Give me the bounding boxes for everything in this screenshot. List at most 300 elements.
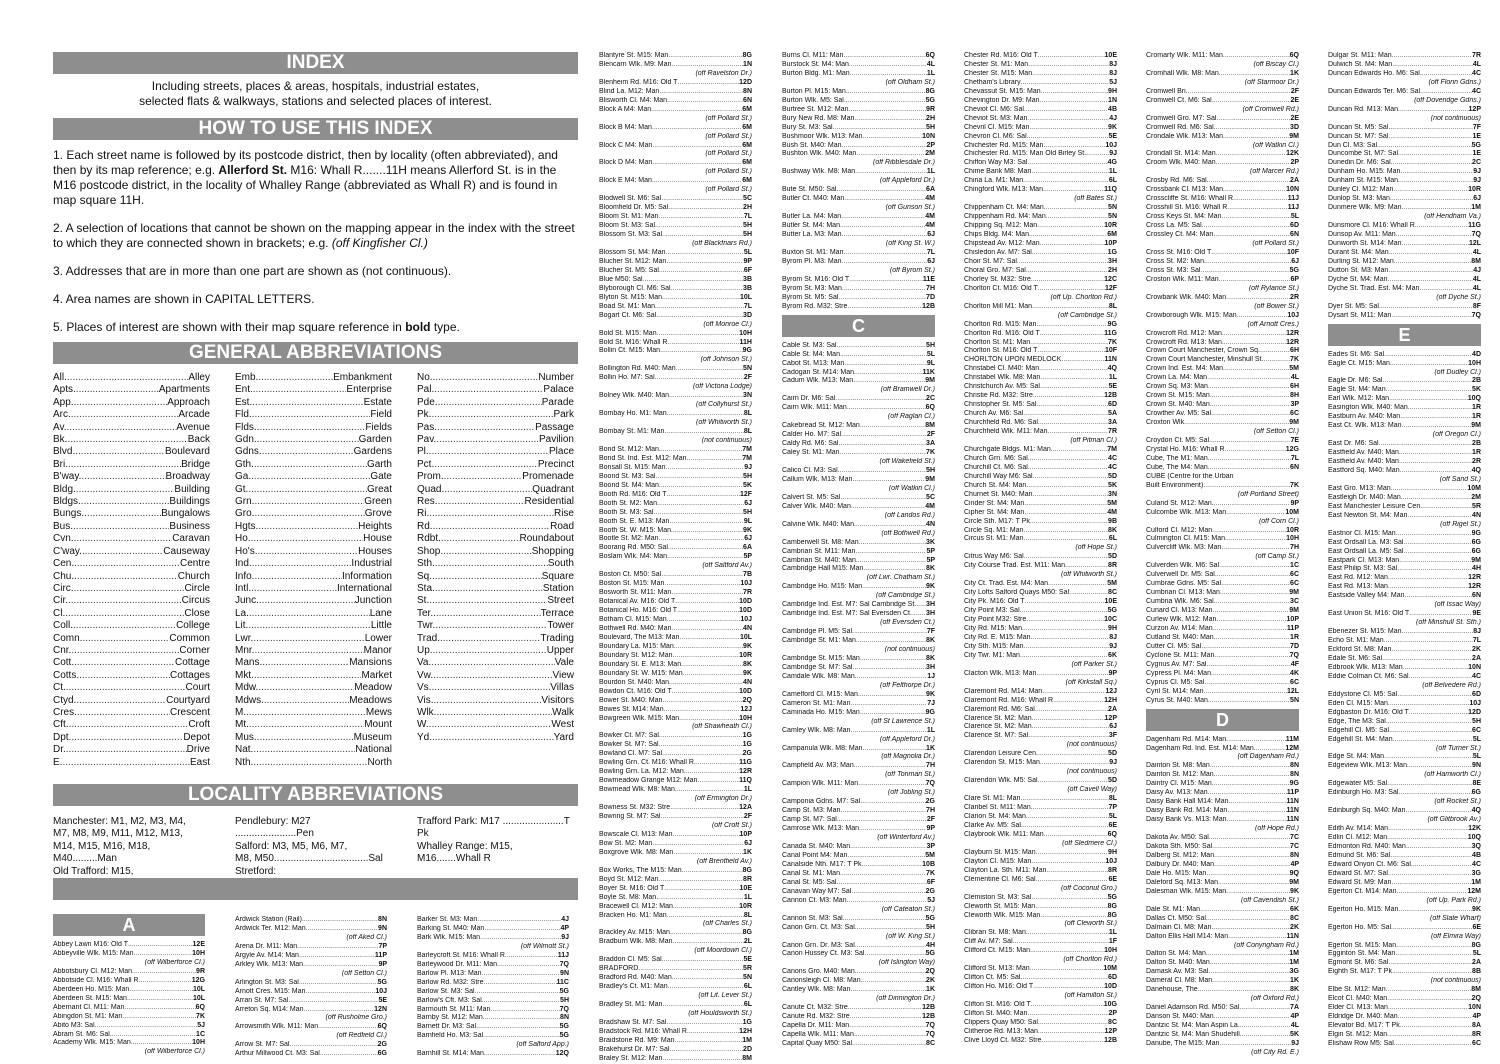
entry-name: Clibran St. M8: Man xyxy=(964,929,1026,937)
entry-name: Cliff Av. M7: Sal xyxy=(964,938,1013,946)
entry-name: Boond St. M3: Sal xyxy=(599,472,656,480)
leader-dots xyxy=(1027,115,1109,124)
abbrev-value: Junction xyxy=(354,595,392,607)
abbrev-row xyxy=(235,608,392,620)
entry-name: Dantzic St. M4: Man Aspin La. xyxy=(1146,1022,1240,1030)
leader-dots xyxy=(1399,458,1472,467)
map-reference: 4M xyxy=(925,195,935,203)
abbrev-value: Vale xyxy=(554,657,574,669)
leader-dots xyxy=(1393,186,1468,195)
map-reference: 5G xyxy=(1471,141,1481,149)
index-entry xyxy=(964,697,1117,706)
index-entry xyxy=(1146,771,1299,780)
leader-dots xyxy=(1240,1031,1290,1040)
index-entry xyxy=(1146,186,1299,195)
map-reference: 3D xyxy=(1290,123,1299,131)
abbrev-key: Sta. xyxy=(417,582,435,594)
index-entry xyxy=(599,938,752,947)
abbrev-value: Caravan xyxy=(172,533,210,545)
map-reference: 5L xyxy=(1108,813,1117,821)
map-reference: 6G xyxy=(1471,547,1481,555)
abbrev-key: Nat. xyxy=(235,744,254,756)
leader-dots xyxy=(1398,177,1473,186)
entry-name: City Point M3: Sal xyxy=(964,607,1020,615)
map-reference: 9N xyxy=(1472,762,1481,770)
abbrev-value: Parade xyxy=(541,396,574,408)
entry-name: Eden Cl. M15: Man xyxy=(1328,699,1388,707)
abbrev-row xyxy=(235,732,392,744)
abbrev-key: Mnr. xyxy=(235,644,255,656)
map-reference: 10L xyxy=(739,293,752,301)
abbrev-key: Mans. xyxy=(235,657,263,669)
abbrev-row xyxy=(417,670,574,682)
map-reference: 5G xyxy=(925,914,935,922)
map-reference: 5H xyxy=(560,996,569,1004)
index-entry xyxy=(1328,285,1481,294)
entry-name: Clifton St. M40: Man xyxy=(964,1009,1028,1017)
abbrev-key: Coll. xyxy=(53,620,74,632)
index-entry xyxy=(964,455,1117,464)
abbrev-key: Mkt. xyxy=(235,669,254,681)
entry-name: Clifford Ct. M15: Man xyxy=(964,947,1031,955)
entry-name: Cumbrae Gdns. M5: Sal xyxy=(1146,580,1222,588)
leader-dots xyxy=(659,732,743,741)
entry-name: Bollin Ct. M15: Man xyxy=(599,347,661,355)
entry-name: Blue M50: Sal xyxy=(599,275,643,283)
entry-name: City Pk. M16: Old T xyxy=(964,598,1025,606)
index-entry-note: (off Setton Cl.) xyxy=(341,969,387,977)
index-entry xyxy=(964,231,1117,240)
abbrev-value: Villas xyxy=(550,682,574,694)
index-entry xyxy=(782,628,935,637)
index-entry xyxy=(53,941,205,950)
index-entry xyxy=(1328,204,1481,213)
entry-name: Calvert St. M5: Sal xyxy=(782,493,841,501)
leader-dots xyxy=(662,697,742,706)
entry-name: Eddystone Cl. M5: Sal xyxy=(1328,690,1398,698)
index-entry xyxy=(1146,392,1299,401)
entry-name: Circle Sq. M1: Man xyxy=(964,526,1024,534)
abbrev-value: Apartments xyxy=(158,384,210,396)
map-reference: 3N xyxy=(1108,490,1117,498)
abbrev-value: Garth xyxy=(366,458,392,470)
map-reference: 9P xyxy=(743,257,752,265)
index-entry xyxy=(1328,177,1481,186)
map-reference: 5M xyxy=(1289,365,1299,373)
entry-name: Cheviot St. M3: Man xyxy=(964,114,1028,122)
entry-name: Barlow St. M3: Sal xyxy=(417,987,475,995)
abbrev-row xyxy=(235,620,392,632)
index-entry xyxy=(782,342,935,351)
map-reference: 6L xyxy=(1108,177,1117,185)
leader-dots xyxy=(859,539,926,548)
leader-dots xyxy=(1388,267,1473,276)
entry-name: Aberdeen Ho. M15: Man xyxy=(53,985,130,993)
leader-dots xyxy=(662,750,743,759)
map-reference: 10E xyxy=(739,884,752,892)
entry-name: Edgehill St. M4: Man xyxy=(1328,735,1393,743)
entry-name: Bootle St. M2: Man xyxy=(599,535,659,543)
entry-name: Cygnus Av. M7: Sal xyxy=(1146,660,1207,668)
entry-name: Bow St. M2: Man xyxy=(599,839,653,847)
locality-line: Old Trafford: M15, xyxy=(53,865,134,877)
abbrev-key: Nth. xyxy=(235,756,254,768)
index-entry xyxy=(782,942,935,951)
map-reference: 5K xyxy=(1290,1031,1299,1039)
index-entry xyxy=(964,858,1117,867)
index-entry xyxy=(417,916,569,925)
index-entry-note: (off Houldsworth St.) xyxy=(688,1009,752,1017)
index-entry xyxy=(964,1028,1117,1037)
index-entry-note: (off Dudley Cl.) xyxy=(1434,368,1481,376)
entry-name: Edgehill Cl. M5: Sal xyxy=(1328,726,1390,734)
index-entry xyxy=(964,509,1117,518)
index-entry-note: (off Marcer Rd.) xyxy=(1249,168,1299,176)
index-entry xyxy=(782,494,935,503)
leader-dots xyxy=(669,392,743,401)
index-entry-note: (off Sledmere Cl.) xyxy=(1062,839,1117,847)
index-entry xyxy=(599,956,752,965)
entry-name: Byrom St. M16: Old T xyxy=(782,275,850,283)
map-reference: 10H xyxy=(1104,947,1117,955)
entry-name: Dainton St. M8: Man xyxy=(1146,762,1210,770)
index-entry xyxy=(964,706,1117,715)
index-entry xyxy=(782,106,935,115)
index-entry xyxy=(964,1010,1117,1019)
entry-name: Calder Ho. M7: Sal xyxy=(782,431,842,439)
entry-name: Eastside Valley M4: Man xyxy=(1328,592,1405,600)
abbrev-key: Rd. xyxy=(417,520,433,532)
leader-dots xyxy=(651,106,742,115)
index-entry xyxy=(964,876,1117,885)
map-reference: 5E xyxy=(743,956,752,964)
abbrev-row xyxy=(417,608,574,620)
abbrev-row xyxy=(53,620,210,632)
leader-dots xyxy=(669,1046,743,1055)
map-reference: 8G xyxy=(742,52,752,59)
entry-name: Bowdon Ct. M16: Old T xyxy=(599,687,672,695)
leader-dots xyxy=(1228,798,1286,807)
index-entry xyxy=(235,1006,387,1015)
leader-dots xyxy=(1398,150,1472,159)
abbrev-key: Trad. xyxy=(417,632,440,644)
leader-dots xyxy=(862,861,923,870)
index-entry xyxy=(1146,276,1299,285)
leader-dots xyxy=(484,925,560,934)
entry-name: Blenheim Rd. M16: Old T xyxy=(599,78,678,86)
abbrev-row xyxy=(417,496,574,508)
leader-dots xyxy=(1392,52,1472,61)
index-entry xyxy=(599,347,752,356)
map-reference: 5L xyxy=(926,350,935,358)
index-entry xyxy=(1146,634,1299,643)
entry-name: Byrom St. M3: Man xyxy=(782,284,842,292)
index-entry-note: (off Monroe Cl.) xyxy=(703,320,752,328)
index-entry xyxy=(1328,628,1481,637)
abbrev-row xyxy=(235,397,392,409)
index-entry xyxy=(599,965,752,974)
leader-dots xyxy=(76,695,166,707)
index-entry xyxy=(964,356,1117,365)
entry-name: Eddie Colman Ct. M6: Sal xyxy=(1328,672,1409,680)
leader-dots xyxy=(1222,330,1286,339)
map-reference: 4M xyxy=(925,222,935,230)
index-column-6 xyxy=(964,52,1117,1046)
abbrev-row xyxy=(235,571,392,583)
index-entry xyxy=(599,571,752,580)
abbrev-key: Ind. xyxy=(235,558,252,570)
entry-name: Dulgar St. M11: Man xyxy=(1328,52,1392,59)
leader-dots xyxy=(856,150,925,159)
map-reference: 9P xyxy=(1290,499,1299,507)
entry-name: Edale St. M6: Sal xyxy=(1328,655,1383,662)
abbrev-row xyxy=(235,657,392,669)
entry-name: Cable St. M3: Sal xyxy=(782,341,837,349)
leader-dots xyxy=(1398,906,1472,915)
index-entry xyxy=(417,1050,569,1059)
entry-name: Edinburgh Sq. M40: Man xyxy=(1328,807,1406,815)
leader-dots xyxy=(860,798,925,807)
abbrev-key: Gth. xyxy=(235,458,254,470)
entry-name: Bombay St. M1: Man xyxy=(599,428,665,436)
leader-dots xyxy=(1212,500,1291,509)
abbrev-key: Up. xyxy=(417,644,433,656)
index-entry xyxy=(782,691,935,700)
abbrev-value: Circle xyxy=(184,582,210,594)
index-entry xyxy=(964,1001,1117,1010)
leader-dots xyxy=(1212,843,1290,852)
entry-name: Blantyre St. M15: Man xyxy=(599,52,669,59)
leader-dots xyxy=(318,1023,378,1032)
leader-dots xyxy=(1036,321,1107,330)
how-paragraph-1: 1. Each street name is followed by its postcode district, then by locality (often abbreviated), and then by its map reference; e.g. Allerford St. M16: Whall R.......11H means Allerford St. is in the M16 postcode district, in the locality of Whalley Range (abbreviated as Whall R) and is found in map square 11H. xyxy=(53,148,558,207)
leader-dots xyxy=(254,645,363,657)
map-reference: 11H xyxy=(739,338,752,346)
index-entry xyxy=(964,150,1117,159)
entry-name: Camelford Cl. M15: Man xyxy=(782,690,858,698)
index-entry-note: (off Ribblesdale Dr.) xyxy=(873,159,935,167)
index-entry xyxy=(964,159,1117,168)
leader-dots xyxy=(436,707,552,719)
entry-name: Dalesman Wlk. M15: Man xyxy=(1146,887,1227,895)
entry-name: Abbotside Cl. M16: Whall R xyxy=(53,976,139,984)
leader-dots xyxy=(1208,455,1291,464)
leader-dots xyxy=(653,509,743,518)
abbrev-key: Cres. xyxy=(53,706,77,718)
map-reference: 9M xyxy=(1289,589,1299,597)
index-entry xyxy=(782,395,935,404)
leader-dots xyxy=(677,79,739,88)
map-reference: 6D xyxy=(1290,222,1299,230)
entry-name: Cutter Cl. M5: Sal xyxy=(1146,642,1202,650)
map-reference: 5J xyxy=(927,896,935,904)
index-entry-note: (not continuous) xyxy=(1066,768,1117,776)
abbrev-row xyxy=(53,670,210,682)
leader-dots xyxy=(82,633,169,645)
map-reference: 5J xyxy=(197,1021,205,1029)
map-reference: 5N xyxy=(743,365,752,373)
index-entry xyxy=(1328,458,1481,467)
index-entry xyxy=(964,527,1117,536)
index-entry xyxy=(782,888,935,897)
map-reference: 9G xyxy=(1107,320,1117,328)
entry-name: Cross Keys St. M4: Man xyxy=(1146,213,1222,221)
map-reference: 6D xyxy=(1108,974,1117,982)
leader-dots xyxy=(252,397,363,409)
index-entry xyxy=(782,655,935,664)
map-reference: 10J xyxy=(740,580,752,588)
entry-name: Canavan Way M7: Sal xyxy=(782,887,852,895)
map-reference: 7Q xyxy=(1471,311,1481,319)
leader-dots xyxy=(666,464,745,473)
abbrev-key: Rdbt. xyxy=(417,533,441,545)
entry-name: Cypress Pl. M4: Man xyxy=(1146,669,1211,677)
abbrev-key: St. xyxy=(417,595,430,607)
index-entry xyxy=(599,876,752,885)
leader-dots xyxy=(71,645,179,657)
index-entry xyxy=(599,598,752,607)
index-entry xyxy=(1328,959,1481,968)
index-entry xyxy=(782,637,935,646)
entry-name: Dalbury Dr. M40: Man xyxy=(1146,860,1215,868)
index-entry-note: (off Oregon Cl.) xyxy=(1432,431,1481,439)
index-entry xyxy=(1328,70,1481,79)
index-entry xyxy=(1146,527,1299,536)
map-reference: 12B xyxy=(1104,1036,1117,1044)
abbrev-row xyxy=(53,558,210,570)
index-entry xyxy=(782,807,935,816)
entry-name: Churchgate Bldgs. M1: Man xyxy=(964,445,1051,453)
abbrev-value: Court xyxy=(185,682,210,694)
index-entry xyxy=(1328,1013,1481,1022)
leader-dots xyxy=(655,374,744,383)
map-reference: 12R xyxy=(1468,574,1481,582)
leader-dots xyxy=(842,231,928,240)
entry-name: Bracken Ho. M1: Man xyxy=(599,911,667,919)
entry-name: Eastfield Av. M40: Man xyxy=(1328,458,1399,466)
map-reference: 8G xyxy=(742,866,752,874)
entry-name: Barlow Pl. M13: Man xyxy=(417,969,482,977)
entry-name: Chevril Cl. M15: Man xyxy=(964,123,1030,131)
index-entry xyxy=(1328,548,1481,557)
entry-name: Dyer St. M5: Sal xyxy=(1328,302,1379,310)
map-reference: 5R xyxy=(1472,502,1481,510)
leader-dots xyxy=(916,601,926,610)
abbrev-key: Bk. xyxy=(53,434,68,446)
index-entry xyxy=(599,786,752,795)
leader-dots xyxy=(302,916,378,925)
abbrev-value: Depot xyxy=(183,731,210,743)
leader-dots xyxy=(1029,231,1107,240)
index-entry xyxy=(1328,565,1481,574)
entry-name: Cleworth St. M15: Man xyxy=(964,902,1036,910)
entry-name: Callum Wlk. M13: Man xyxy=(782,475,853,483)
abbrev-row xyxy=(417,446,574,458)
map-reference: 4L xyxy=(1472,284,1481,292)
index-entry xyxy=(599,688,752,697)
index-entry xyxy=(1328,386,1481,395)
index-entry xyxy=(782,1022,935,1031)
leader-dots xyxy=(1237,312,1288,321)
leader-dots xyxy=(1188,88,1291,97)
map-reference: 10R xyxy=(1104,222,1117,230)
index-entry xyxy=(964,79,1117,88)
map-reference: 3K xyxy=(926,538,935,546)
index-entry-note: (not continuous) xyxy=(1430,977,1481,985)
index-entry xyxy=(599,715,752,724)
entry-name: Canute Ct. M32: Stre xyxy=(782,1004,848,1012)
entry-name: Botanical Ho. M16: Old T xyxy=(599,607,678,615)
leader-dots xyxy=(1386,386,1472,395)
map-reference: 9K xyxy=(1290,887,1299,895)
entry-name: Dunlop St. M3: Man xyxy=(1328,195,1390,203)
leader-dots xyxy=(1223,365,1289,374)
entry-name: Claybrook Wlk. M11: Man xyxy=(964,830,1044,838)
abbrev-key: M. xyxy=(235,706,247,718)
leader-dots xyxy=(431,682,550,694)
map-reference: 10Q xyxy=(1467,834,1481,842)
leader-dots xyxy=(1025,598,1105,607)
map-reference: 8G xyxy=(742,929,752,937)
entry-name: Butler St. M4: Man xyxy=(782,222,840,230)
abbrev-key: E. xyxy=(53,756,63,768)
map-reference: 3H xyxy=(926,601,935,609)
leader-dots xyxy=(838,467,926,476)
entry-name: Brakehurst Dr. M7: Sal xyxy=(599,1045,670,1053)
leader-dots xyxy=(1031,634,1110,643)
index-entry-note: (off Saltford Av.) xyxy=(702,562,752,570)
index-entry xyxy=(53,1004,205,1013)
map-reference: 2C xyxy=(1472,159,1481,167)
leader-dots xyxy=(1210,959,1289,968)
abbrev-row xyxy=(53,384,210,396)
map-reference: 9M xyxy=(1289,607,1299,615)
entry-name: Crown La. M4: Man xyxy=(1146,374,1208,382)
map-reference: 6Q xyxy=(925,404,935,412)
index-entry xyxy=(1146,852,1299,861)
index-entry xyxy=(1328,592,1481,601)
leader-dots xyxy=(668,204,743,213)
entry-name: Arrowsmith Wlk. M11: Man xyxy=(235,1023,319,1031)
abbrev-value: Field xyxy=(370,409,392,421)
index-entry xyxy=(599,124,752,133)
abbrev-row xyxy=(235,707,392,719)
entry-name: Daniel Adamson Rd. M50: Sal xyxy=(1146,1004,1240,1012)
map-reference: 12M xyxy=(1285,744,1299,752)
leader-dots xyxy=(433,521,551,533)
abbrev-value: International xyxy=(336,582,392,594)
entry-name: Crowborough Wlk. M15: Man xyxy=(1146,311,1237,319)
entry-name: Cumbria Wlk. M6: Sal xyxy=(1146,598,1214,606)
leader-dots xyxy=(1040,374,1109,383)
abbrev-value: Quadrant xyxy=(532,483,574,495)
leader-dots xyxy=(1024,500,1107,509)
index-entry xyxy=(599,697,752,706)
abbrev-key: Gdns. xyxy=(235,446,262,458)
entry-name: Eckford St. M8: Man xyxy=(1328,646,1392,654)
index-entry xyxy=(1328,870,1481,879)
entry-name: Claribel St. M11: Man xyxy=(964,804,1031,812)
leader-dots xyxy=(297,943,378,952)
map-reference: 11P xyxy=(1286,789,1299,797)
leader-dots xyxy=(505,952,558,961)
map-reference: 1L xyxy=(926,726,935,734)
map-reference: 10N xyxy=(922,132,935,140)
entry-name: Eastburn Av. M40: Man xyxy=(1328,413,1401,421)
entry-name: Cross St. M3: Sal xyxy=(1146,266,1201,274)
entry-name: Chorley St. M32: Stre xyxy=(964,275,1031,283)
map-reference: 5M xyxy=(925,851,935,859)
